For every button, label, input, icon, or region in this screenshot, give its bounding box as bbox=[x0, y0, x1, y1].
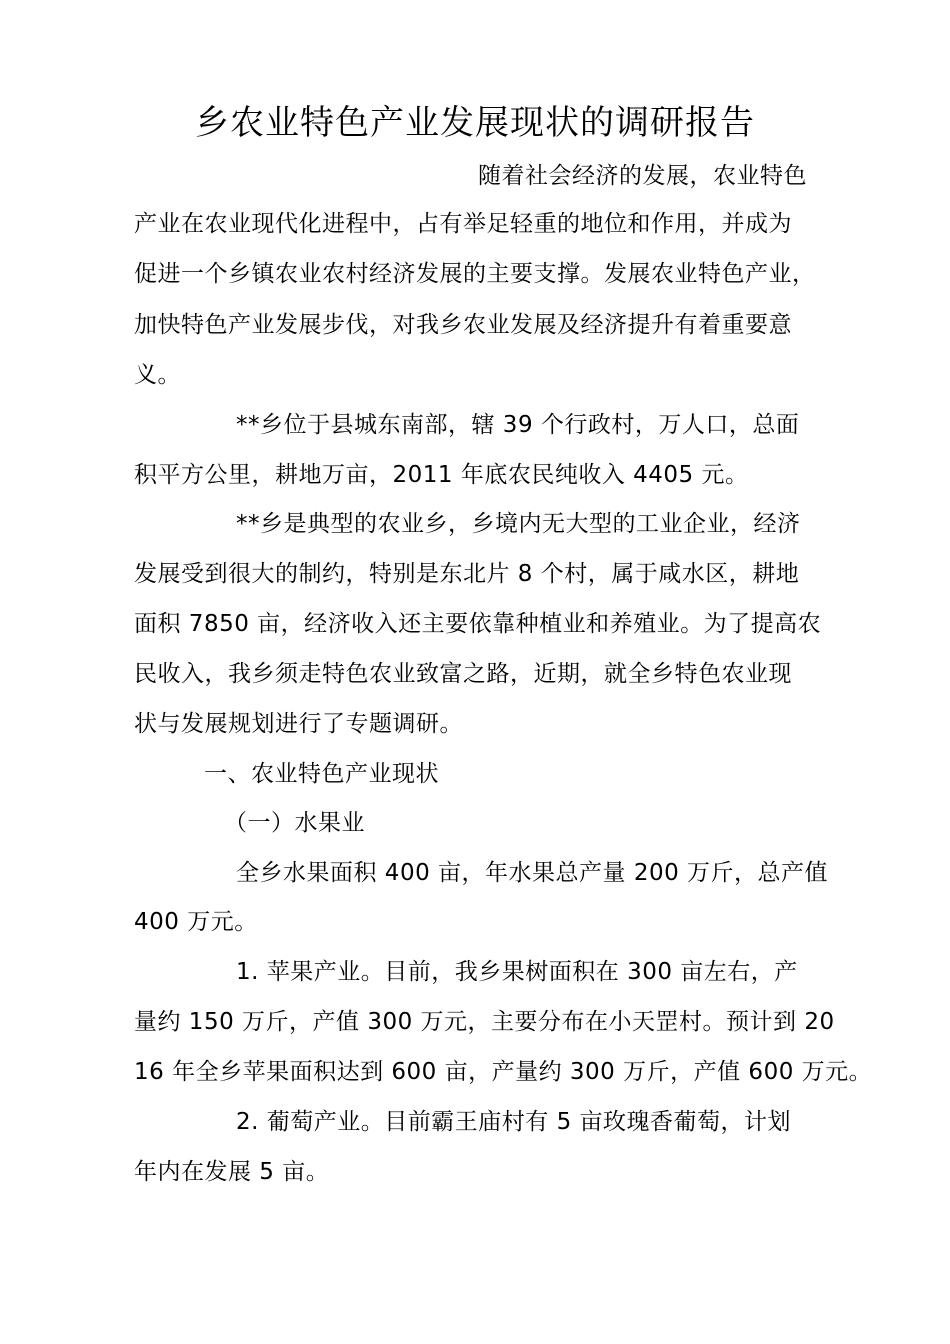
paragraph-line: 年内在发展 5 亩。 bbox=[134, 1159, 330, 1185]
paragraph-line: 促进一个乡镇农业农村经济发展的主要支撑。发展农业特色产业， bbox=[134, 261, 816, 287]
paragraph-line: 随着社会经济的发展，农业特色 bbox=[478, 163, 807, 189]
paragraph-line: 面积 7850 亩，经济收入还主要依靠种植业和养殖业。为了提高农 bbox=[134, 611, 822, 637]
paragraph-line: 发展受到很大的制约，特别是东北片 8 个村，属于咸水区，耕地 bbox=[134, 561, 800, 587]
paragraph-line: 加快特色产业发展步伐，对我乡农业发展及经济提升有着重要意 bbox=[134, 312, 792, 338]
paragraph-line: 产业在农业现代化进程中，占有举足轻重的地位和作用，并成为 bbox=[134, 211, 792, 237]
paragraph-line: 量约 150 万斤，产值 300 万元，主要分布在小天罡村。预计到 20 bbox=[134, 1009, 835, 1035]
paragraph-line: 全乡水果面积 400 亩，年水果总产量 200 万斤，总产值 bbox=[236, 860, 829, 886]
paragraph-line: 状与发展规划进行了专题调研。 bbox=[134, 711, 463, 737]
list-item-line: 1. 苹果产业。目前，我乡果树面积在 300 亩左右，产 bbox=[236, 959, 798, 985]
paragraph-line: 400 万元。 bbox=[134, 909, 258, 935]
paragraph-line: **乡是典型的农业乡，乡境内无大型的工业企业，经济 bbox=[236, 511, 801, 537]
document-title: 乡农业特色产业发展现状的调研报告 bbox=[195, 103, 755, 143]
paragraph-line: 义。 bbox=[134, 362, 181, 388]
list-item-line: 2. 葡萄产业。目前霸王庙村有 5 亩玫瑰香葡萄，计划 bbox=[236, 1109, 792, 1135]
subsection-heading: （一）水果业 bbox=[224, 810, 365, 836]
paragraph-line: 积平方公里，耕地万亩，2011 年底农民纯收入 4405 元。 bbox=[134, 462, 749, 488]
paragraph-line: 民收入，我乡须走特色农业致富之路，近期，就全乡特色农业现 bbox=[134, 661, 792, 687]
paragraph-line: 16 年全乡苹果面积达到 600 亩，产量约 300 万斤，产值 600 万元。 bbox=[134, 1059, 873, 1085]
section-heading: 一、农业特色产业现状 bbox=[204, 761, 439, 787]
paragraph-line: **乡位于县城东南部，辖 39 个行政村，万人口，总面 bbox=[236, 412, 800, 438]
